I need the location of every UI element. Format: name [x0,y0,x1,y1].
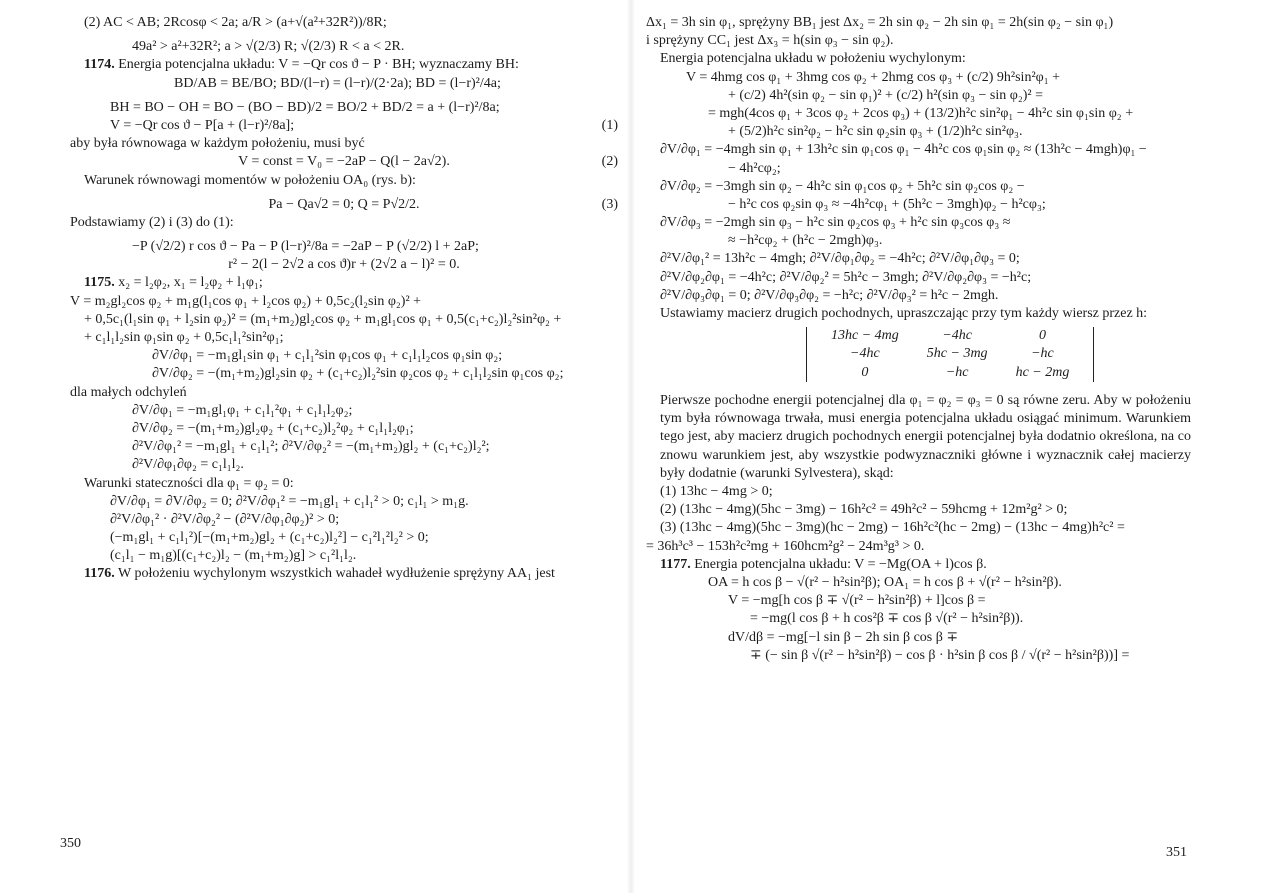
text-line [70,56,618,74]
line-text: W położeniu wychylonym wszystkich wahadeł wydłużenie sprężyny AA₁ jest [114,566,555,582]
text-line [70,153,618,171]
line-text: ∂V/∂φ₁ = ∂V/∂φ₂ = 0; ∂²V/∂φ₁² = −m₁gl₁ + c₁l₁² > 0; c₁l₁ > m₁g. [110,493,469,509]
line-text: Energia potencjalna układu w położeniu wychylonym: [660,51,966,67]
line-text: Ustawiamy macierz drugich pochodnych, upraszczając przy tym każdy wiersz przez h: [660,306,1148,321]
text-line [70,117,618,135]
text-line [646,556,1191,574]
line-text: = −mg(l cos β + h cos²β ∓ cos β √(r² − h²sin²β)). [750,611,1024,627]
line-text: ∂V/∂φ₂ = −3mgh sin φ₂ − 4h²c sin φ₁cos φ₂ + 5h²c sin φ₂cos φ₂ − [660,178,1025,194]
line-text: V = −Qr cos ϑ − P[a + (l−r)²/8a]; [110,117,295,133]
text-line [70,274,618,292]
text-line [70,214,618,232]
text-line [70,38,618,56]
text-line [70,311,618,329]
line-text: Warunki stateczności dla φ₁ = φ₂ = 0: [84,475,294,491]
matrix-cell: −hc [1031,346,1054,362]
left-page [70,14,618,584]
text-line [70,420,618,438]
equation-number: (2) [601,154,618,170]
matrix-row [817,345,1083,363]
line-text: ∂²V/∂φ₂∂φ₁ = −4h²c; ∂²V/∂φ₂² = 5h²c − 3mgh; ∂²V/∂φ₂∂φ₃ = −h²c; [660,269,1032,285]
matrix-cell: 0 [1038,328,1046,344]
line-text: (c₁l₁ − m₁g)[(c₁+c₂)l₂ − (m₁+m₂)g] > c₁²l₁l₂. [110,548,357,564]
text-line [646,519,1191,537]
text-line [70,135,618,153]
book-fold [627,0,635,893]
line-text: 49a² > a²+32R²; a > √(2/3) R; √(2/3) R < a < 2R. [132,39,405,55]
second-derivative-matrix [806,327,1094,382]
text-line [70,238,618,256]
text-line [646,232,1191,250]
page-number-right: 351 [1166,845,1187,860]
text-line [646,501,1191,519]
line-text: ∂V/∂φ₂ = −(m₁+m₂)gl₂φ₂ + (c₁+c₂)l₂²φ₂ + c₁l₁l₂φ₁; [132,420,414,436]
line-text: + c₁l₁l₂sin φ₁sin φ₂ + 0,5c₁l₁²sin²φ₁; [84,330,284,345]
matrix-row [817,327,1083,345]
equation-number: (3) [601,196,618,212]
line-text: Pa − Qa√2 = 0; Q = P√2/2. [268,196,420,212]
text-line [646,392,1191,483]
matrix-cell: hc − 2mg [1015,364,1070,380]
text-line [646,141,1191,159]
line-text: Pierwsze pochodne energii potencjalnej dla φ₁ = φ₂ = φ₃ = 0 są równe zeru. Aby w położeniu tym była równowaga trwała, musi energia potencjalna układu osiągać minimum. Warunkiem tego jest, aby macierz drugich pochodnych energii potencjalnej była dodatnio określona, na co znowu warunkiem jest, aby wszystkie podwyznaczniki główne i wyznacznik całej macierzy były dodatnie (warunki Sylvestera), skąd: [660,393,1191,481]
text-line [646,483,1191,501]
line-text: V = m₂gl₂cos φ₂ + m₁g(l₁cos φ₁ + l₂cos φ₂) + 0,5c₂(l₂sin φ₂)² + [70,293,422,309]
text-line [646,629,1191,647]
line-text: x₂ = l₂φ₂, x₁ = l₂φ₂ + l₁φ₁; [114,275,263,291]
text-line [70,384,618,402]
line-text: − 4h²cφ₂; [728,160,781,176]
text-line [646,105,1191,123]
text-line [646,123,1191,141]
line-text: = 36h³c³ − 153h²c²mg + 160hcm²g² − 24m³g³ > 0. [646,538,925,554]
right-page [646,14,1191,665]
problem-number: 1176. [84,566,115,582]
line-text: Energia potencjalna układu: V = −Mg(OA + l)cos β. [690,556,987,572]
line-text: ≈ −h²cφ₂ + (h²c − 2mgh)φ₃. [728,233,883,249]
line-text: V = const = V₀ = −2aP − Q(l − 2a√2). [238,154,450,170]
matrix-row [817,364,1083,382]
line-text: (−m₁gl₁ + c₁l₁²)[−(m₁+m₂)gl₂ + (c₁+c₂)l₂²] − c₁²l₁²l₂² > 0; [110,530,429,546]
text-line [70,347,618,365]
line-text: + (c/2) 4h²(sin φ₂ − sin φ₁)² + (c/2) h²(sin φ₃ − sin φ₂)² = [728,87,1043,103]
text-line [646,538,1191,556]
text-line [70,329,618,347]
line-text: ∂V/∂φ₃ = −2mgh sin φ₃ − h²c sin φ₂cos φ₃ + h²c sin φ₃cos φ₃ ≈ [660,215,1011,231]
line-text: ∂V/∂φ₂ = −(m₁+m₂)gl₂sin φ₂ + (c₁+c₂)l₂²sin φ₂cos φ₂ + c₁l₁l₂sin φ₁cos φ₂; [152,366,564,382]
text-line [70,14,618,32]
text-line [70,402,618,420]
line-text: + (5/2)h²c sin²φ₂ − h²c sin φ₂sin φ₃ + (1/2)h²c sin²φ₃. [728,124,1023,140]
text-line [646,32,1191,50]
line-text: Warunek równowagi momentów w położeniu OA₀ (rys. b): [84,172,416,188]
line-text: ∂V/∂φ₁ = −m₁gl₁φ₁ + c₁l₁²φ₁ + c₁l₁l₂φ₂; [132,402,353,418]
page-number-left: 350 [60,836,81,851]
text-line [646,214,1191,232]
line-text: ∂²V/∂φ₁² = −m₁gl₁ + c₁l₁²; ∂²V/∂φ₂² = −(m₁+m₂)gl₂ + (c₁+c₂)l₂²; [132,439,490,455]
equation-number: (1) [601,117,618,133]
problem-number: 1174. [84,57,115,73]
line-text: ∂V/∂φ₁ = −4mgh sin φ₁ + 13h²c sin φ₁cos φ₁ − 4h²c cos φ₁sin φ₂ ≈ (13h²c − 4mgh)φ₁ − [660,142,1147,158]
text-line [70,75,618,93]
text-line [646,287,1191,305]
problem-number: 1177. [660,556,691,572]
line-text: −P (√2/2) r cos ϑ − Pa − P (l−r)²/8a = −2aP − P (√2/2) l + 2aP; [132,239,479,255]
line-text: dla małych odchyleń [70,384,187,400]
text-line [646,160,1191,178]
text-line [70,511,618,529]
matrix-cell: −4hc [942,328,972,344]
text-line [646,305,1191,323]
text-line [70,293,618,311]
line-text: OA = h cos β − √(r² − h²sin²β); OA₁ = h cos β + √(r² − h²sin²β). [708,574,1062,590]
line-text: ∂²V/∂φ₃∂φ₁ = 0; ∂²V/∂φ₃∂φ₂ = −h²c; ∂²V/∂φ₃² = h²c − 2mgh. [660,287,999,303]
text-line [646,610,1191,628]
matrix-cell: 5hc − 3mg [926,346,988,362]
line-text: aby była równowaga w każdym położeniu, musi być [70,136,365,152]
line-text: (2) AC < AB; 2Rcosφ < 2a; a/R > (a+√(a²+32R²))/8R; [84,15,387,30]
text-line [70,99,618,117]
line-text: ∂²V/∂φ₁∂φ₂ = c₁l₁l₂. [132,457,244,473]
line-text: i sprężyny CC₁ jest Δx₃ = h(sin φ₃ − sin φ₂). [646,33,894,49]
text-line [646,196,1191,214]
text-line [646,14,1191,32]
matrix-cell: −hc [945,364,969,380]
text-line [646,50,1191,68]
text-line [646,647,1191,665]
text-line [70,172,618,190]
text-line [646,592,1191,610]
line-text: ∂²V/∂φ₁² · ∂²V/∂φ₂² − (∂²V/∂φ₁∂φ₂)² > 0; [110,511,340,527]
line-text: − h²c cos φ₂sin φ₃ ≈ −4h²cφ₁ + (5h²c − 3mgh)φ₂ − h²cφ₃; [728,196,1046,212]
problem-number: 1175. [84,275,115,291]
line-text: r² − 2(l − 2√2 a cos ϑ)r + (2√2 a − l)² = 0. [228,257,460,273]
line-text: BD/AB = BE/BO; BD/(l−r) = (l−r)/(2·2a); BD = (l−r)²/4a; [174,75,501,91]
text-line [70,256,618,274]
text-line [646,269,1191,287]
line-text: (3) (13hc − 4mg)(5hc − 3mg)(hc − 2mg) − 16h²c²(hc − 2mg) − (13hc − 4mg)h²c² = [660,520,1125,536]
line-text: V = −mg[h cos β ∓ √(r² − h²sin²β) + l]cos β = [728,593,986,609]
line-text: = mgh(4cos φ₁ + 3cos φ₂ + 2cos φ₃) + (13/2)h²c sin²φ₁ − 4h²c sin φ₁sin φ₂ + [708,105,1134,121]
text-line [70,196,618,214]
text-line [70,547,618,565]
line-text: (1) 13hc − 4mg > 0; [660,484,773,500]
text-line [70,365,618,383]
line-text: Δx₁ = 3h sin φ₁, sprężyny BB₁ jest Δx₂ = 2h sin φ₂ − 2h sin φ₁ = 2h(sin φ₂ − sin φ₁) [646,15,1114,30]
text-line [70,438,618,456]
line-text: Podstawiamy (2) i (3) do (1): [70,214,234,230]
line-text: + 0,5c₁(l₁sin φ₁ + l₂sin φ₂)² = (m₁+m₂)gl₂cos φ₂ + m₁gl₁cos φ₁ + 0,5(c₁+c₂)l₂²sin²φ₂ + [84,311,562,327]
text-line [646,250,1191,268]
text-line [70,565,618,583]
line-text: V = 4hmg cos φ₁ + 3hmg cos φ₂ + 2hmg cos φ₃ + (c/2) 9h²sin²φ₁ + [686,69,1060,85]
matrix-cell: −4hc [850,346,880,362]
text-line [646,574,1191,592]
text-line [70,475,618,493]
line-text: BH = BO − OH = BO − (BO − BD)/2 = BO/2 + BD/2 = a + (l−r)²/8a; [110,99,500,115]
line-text: Energia potencjalna układu: V = −Qr cos ϑ − P · BH; wyznaczamy BH: [114,57,519,73]
line-text: ∂V/∂φ₁ = −m₁gl₁sin φ₁ + c₁l₁²sin φ₁cos φ₁ + c₁l₁l₂cos φ₁sin φ₂; [152,348,503,364]
text-line [70,493,618,511]
text-line [70,529,618,547]
line-text: dV/dβ = −mg[−l sin β − 2h sin β cos β ∓ [728,629,959,645]
matrix-cell: 13hc − 4mg [831,328,899,344]
text-line [646,87,1191,105]
line-text: ∓ (− sin β √(r² − h²sin²β) − cos β · h²sin β cos β / √(r² − h²sin²β))] = [750,647,1130,663]
matrix-cell: 0 [861,364,869,380]
line-text: ∂²V/∂φ₁² = 13h²c − 4mgh; ∂²V/∂φ₁∂φ₂ = −4h²c; ∂²V/∂φ₁∂φ₃ = 0; [660,251,1020,267]
text-line [70,456,618,474]
text-line [646,178,1191,196]
text-line [646,69,1191,87]
line-text: (2) (13hc − 4mg)(5hc − 3mg) − 16h²c² = 49h²c² − 59hcmg + 12m²g² > 0; [660,502,1068,518]
